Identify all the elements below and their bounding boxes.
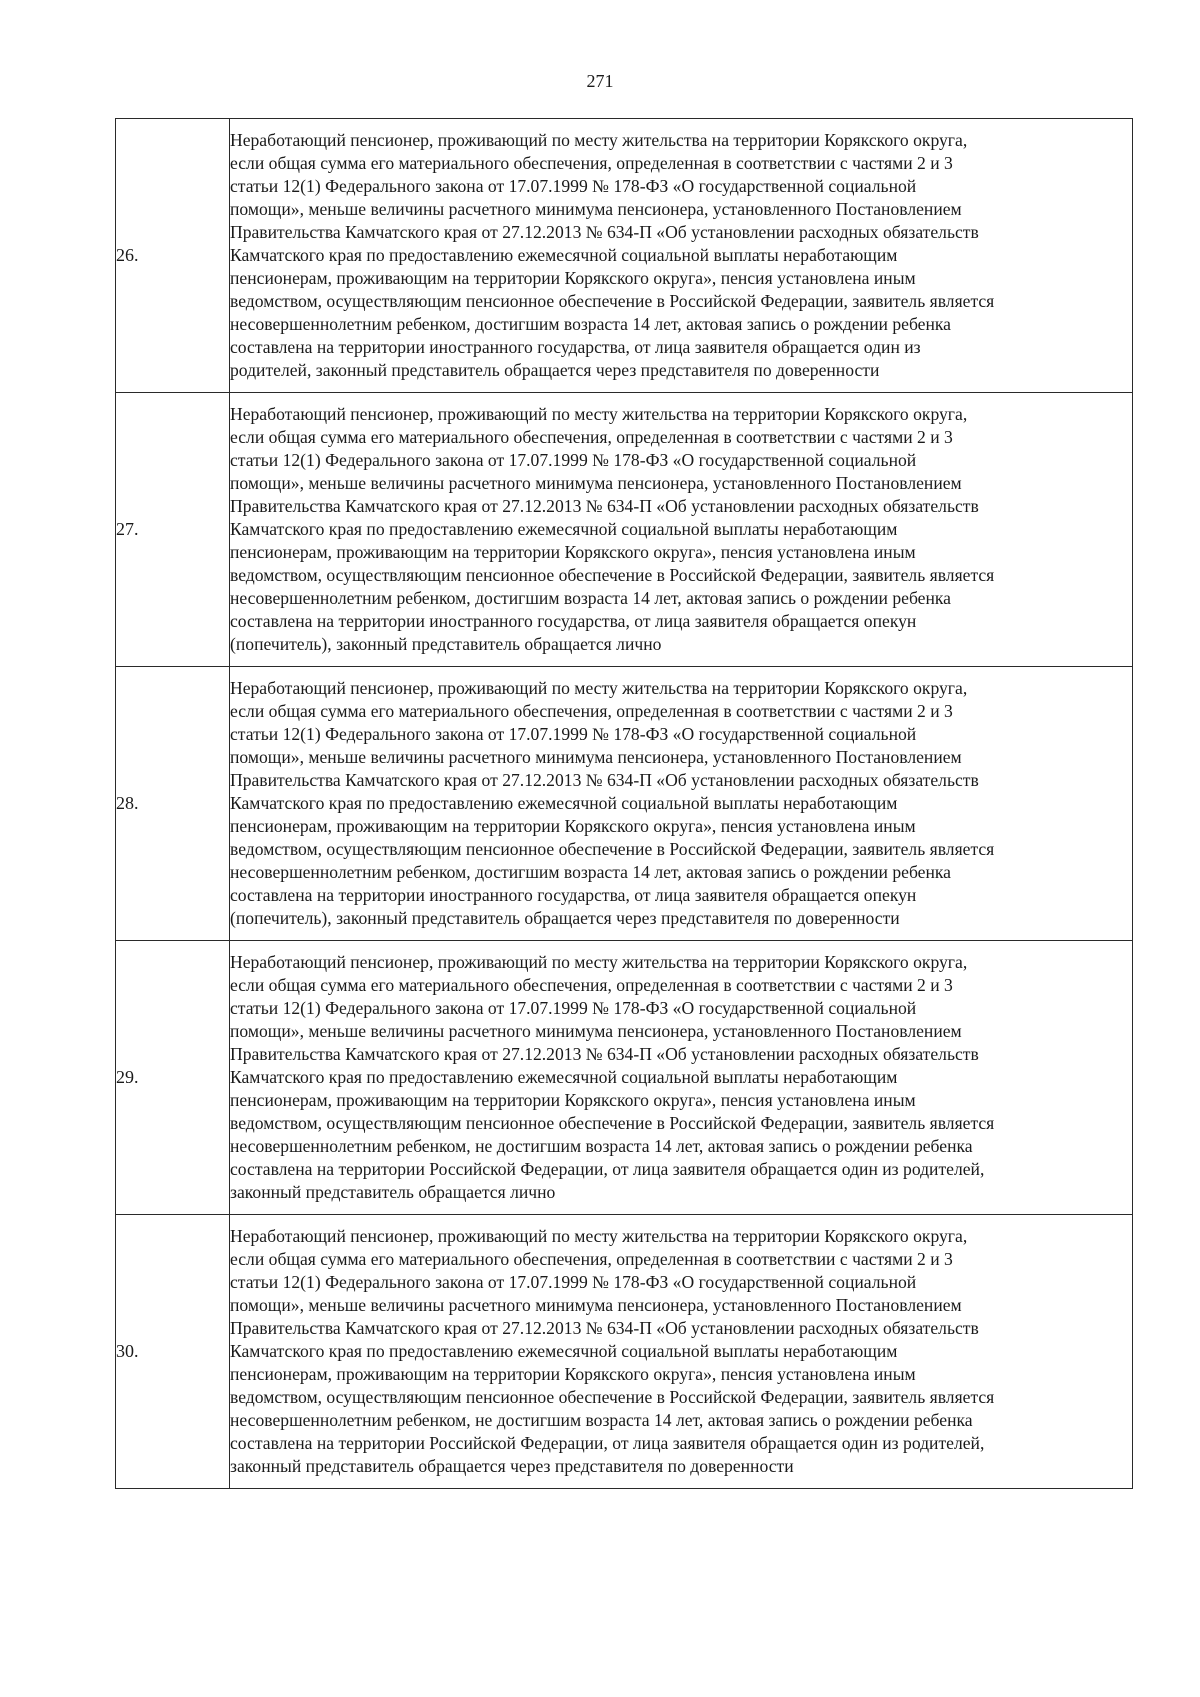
- description-line: статьи 12(1) Федерального закона от 17.07.1999 № 178-ФЗ «О государственной социальной: [230, 998, 917, 1018]
- description-line: ведомством, осуществляющим пенсионное обеспечение в Российской Федерации, заявитель является: [230, 1387, 995, 1407]
- description-line: Неработающий пенсионер, проживающий по месту жительства на территории Корякского округа,: [230, 952, 968, 972]
- description-line: Камчатского края по предоставлению ежемесячной социальной выплаты неработающим: [230, 519, 898, 539]
- description-line: ведомством, осуществляющим пенсионное обеспечение в Российской Федерации, заявитель является: [230, 565, 995, 585]
- description-line: помощи», меньше величины расчетного минимума пенсионера, установленного Постановлением: [230, 747, 962, 767]
- description-line: составлена на территории иностранного государства, от лица заявителя обращается один из: [230, 337, 921, 357]
- description-line: Правительства Камчатского края от 27.12.2013 № 634-П «Об установлении расходных обязательств: [230, 222, 979, 242]
- description-line: статьи 12(1) Федерального закона от 17.07.1999 № 178-ФЗ «О государственной социальной: [230, 1272, 917, 1292]
- table-body: [116, 119, 1133, 1489]
- description-line: пенсионерам, проживающим на территории Корякского округа», пенсия установлена иным: [230, 1364, 916, 1384]
- description-line: Камчатского края по предоставлению ежемесячной социальной выплаты неработающим: [230, 245, 898, 265]
- description-line: несовершеннолетним ребенком, достигшим возраста 14 лет, актовая запись о рождении ребенка: [230, 862, 951, 882]
- description-line: (попечитель), законный представитель обращается через представителя по доверенности: [230, 908, 900, 928]
- description-line: ведомством, осуществляющим пенсионное обеспечение в Российской Федерации, заявитель является: [230, 1113, 995, 1133]
- description-line: помощи», меньше величины расчетного минимума пенсионера, установленного Постановлением: [230, 1021, 962, 1041]
- description-line: Неработающий пенсионер, проживающий по месту жительства на территории Корякского округа,: [230, 130, 968, 150]
- description-line: Камчатского края по предоставлению ежемесячной социальной выплаты неработающим: [230, 793, 898, 813]
- description-line: пенсионерам, проживающим на территории Корякского округа», пенсия установлена иным: [230, 816, 916, 836]
- description-line: если общая сумма его материального обеспечения, определенная в соответствии с частями 2 и 3: [230, 1249, 953, 1269]
- description-line: если общая сумма его материального обеспечения, определенная в соответствии с частями 2 и 3: [230, 975, 953, 995]
- table-row: [116, 393, 1133, 667]
- description-line: статьи 12(1) Федерального закона от 17.07.1999 № 178-ФЗ «О государственной социальной: [230, 724, 917, 744]
- description-line: (попечитель), законный представитель обращается лично: [230, 634, 662, 654]
- description-line: Камчатского края по предоставлению ежемесячной социальной выплаты неработающим: [230, 1341, 898, 1361]
- description-line: Неработающий пенсионер, проживающий по месту жительства на территории Корякского округа,: [230, 404, 968, 424]
- description-line: пенсионерам, проживающим на территории Корякского округа», пенсия установлена иным: [230, 542, 916, 562]
- description-line: Неработающий пенсионер, проживающий по месту жительства на территории Корякского округа,: [230, 678, 968, 698]
- description-line: несовершеннолетним ребенком, достигшим возраста 14 лет, актовая запись о рождении ребенка: [230, 588, 951, 608]
- table-row: [116, 941, 1133, 1215]
- description-line: Правительства Камчатского края от 27.12.2013 № 634-П «Об установлении расходных обязательств: [230, 1044, 979, 1064]
- row-description: [230, 393, 1133, 667]
- table-row: [116, 1215, 1133, 1489]
- description-line: если общая сумма его материального обеспечения, определенная в соответствии с частями 2 и 3: [230, 701, 953, 721]
- page-number: 271: [586, 71, 614, 91]
- row-number: 26.: [116, 119, 230, 393]
- row-description: [230, 1215, 1133, 1489]
- description-line: статьи 12(1) Федерального закона от 17.07.1999 № 178-ФЗ «О государственной социальной: [230, 176, 917, 196]
- description-line: Неработающий пенсионер, проживающий по месту жительства на территории Корякского округа,: [230, 1226, 968, 1246]
- description-line: несовершеннолетним ребенком, не достигшим возраста 14 лет, актовая запись о рождении ребенка: [230, 1410, 973, 1430]
- description-line: Правительства Камчатского края от 27.12.2013 № 634-П «Об установлении расходных обязательств: [230, 1318, 979, 1338]
- description-line: ведомством, осуществляющим пенсионное обеспечение в Российской Федерации, заявитель является: [230, 291, 995, 311]
- description-line: составлена на территории иностранного государства, от лица заявителя обращается опекун: [230, 885, 917, 905]
- description-line: законный представитель обращается через представителя по доверенности: [230, 1456, 794, 1476]
- row-description: [230, 119, 1133, 393]
- description-line: пенсионерам, проживающим на территории Корякского округа», пенсия установлена иным: [230, 268, 916, 288]
- description-line: помощи», меньше величины расчетного минимума пенсионера, установленного Постановлением: [230, 473, 962, 493]
- description-line: ведомством, осуществляющим пенсионное обеспечение в Российской Федерации, заявитель является: [230, 839, 995, 859]
- description-line: помощи», меньше величины расчетного минимума пенсионера, установленного Постановлением: [230, 1295, 962, 1315]
- row-number: 29.: [116, 941, 230, 1215]
- description-line: законный представитель обращается лично: [230, 1182, 556, 1202]
- description-line: Правительства Камчатского края от 27.12.2013 № 634-П «Об установлении расходных обязательств: [230, 496, 979, 516]
- description-line: несовершеннолетним ребенком, достигшим возраста 14 лет, актовая запись о рождении ребенка: [230, 314, 951, 334]
- row-description: [230, 667, 1133, 941]
- description-line: составлена на территории иностранного государства, от лица заявителя обращается опекун: [230, 611, 917, 631]
- row-description: [230, 941, 1133, 1215]
- description-line: Правительства Камчатского края от 27.12.2013 № 634-П «Об установлении расходных обязательств: [230, 770, 979, 790]
- description-line: помощи», меньше величины расчетного минимума пенсионера, установленного Постановлением: [230, 199, 962, 219]
- description-line: составлена на территории Российской Федерации, от лица заявителя обращается один из родителей,: [230, 1433, 985, 1453]
- description-line: Камчатского края по предоставлению ежемесячной социальной выплаты неработающим: [230, 1067, 898, 1087]
- table-row: [116, 667, 1133, 941]
- row-number: 27.: [116, 393, 230, 667]
- row-number: 30.: [116, 1215, 230, 1489]
- description-line: если общая сумма его материального обеспечения, определенная в соответствии с частями 2 и 3: [230, 427, 953, 447]
- row-number: 28.: [116, 667, 230, 941]
- description-line: если общая сумма его материального обеспечения, определенная в соответствии с частями 2 и 3: [230, 153, 953, 173]
- description-line: статьи 12(1) Федерального закона от 17.07.1999 № 178-ФЗ «О государственной социальной: [230, 450, 917, 470]
- description-line: несовершеннолетним ребенком, не достигшим возраста 14 лет, актовая запись о рождении ребенка: [230, 1136, 973, 1156]
- table-row: [116, 119, 1133, 393]
- document-table: [115, 118, 1133, 1489]
- description-line: родителей, законный представитель обращается через представителя по доверенности: [230, 360, 880, 380]
- description-line: составлена на территории Российской Федерации, от лица заявителя обращается один из родителей,: [230, 1159, 985, 1179]
- description-line: пенсионерам, проживающим на территории Корякского округа», пенсия установлена иным: [230, 1090, 916, 1110]
